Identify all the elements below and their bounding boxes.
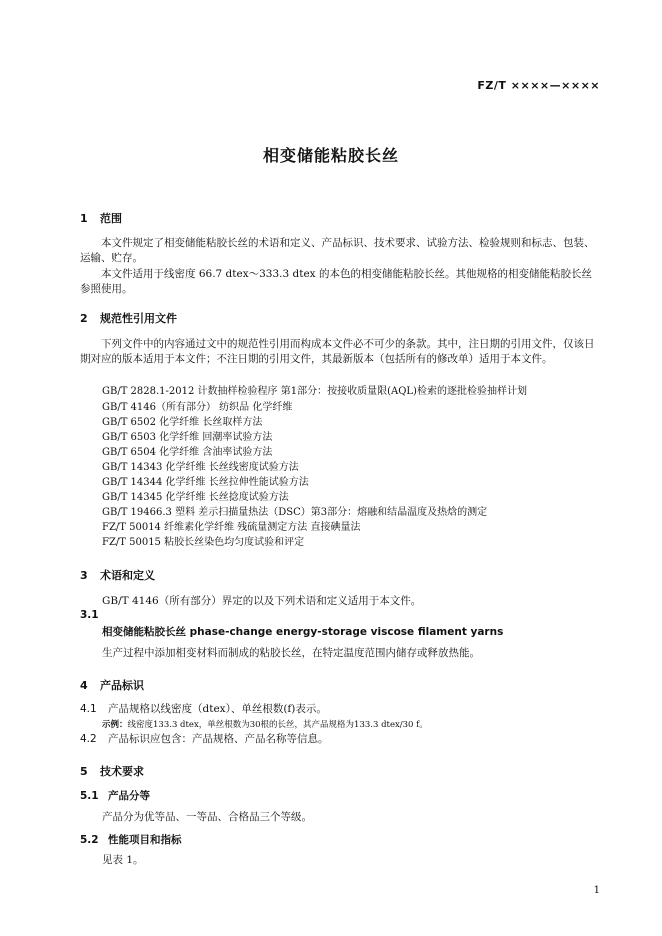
reference-item: GB/T 4146（所有部分） 纺织品 化学纤维	[102, 402, 293, 413]
clause-number: 4.2	[80, 733, 97, 745]
term-number: 3.1	[80, 609, 99, 621]
page-number: 1	[593, 885, 600, 896]
references-intro: 下列文件中的内容通过文中的规范性引用而构成本文件必不可少的条款。其中，注日期的引用文件，仅该日期对应的版本适用于本文件；不注日期的引用文件，其最新版本（包括所有的修改单）适用于本文件。	[80, 338, 595, 366]
term-name: 相变储能粘胶长丝 phase-change energy-storage viscose filament yarns	[102, 626, 504, 638]
section-number: 3	[80, 569, 88, 582]
reference-item: GB/T 14343 化学纤维 长丝线密度试验方法	[102, 462, 299, 473]
standard-code: FZ/T ××××—××××	[477, 79, 600, 92]
clause-number: 5.2	[80, 834, 99, 846]
clause-text: 产品规格以线密度（dtex）、单丝根数(f)表示。	[108, 703, 327, 715]
section-number: 4	[80, 679, 88, 692]
section-number: 5	[80, 765, 88, 778]
section-heading-2	[80, 310, 177, 326]
section-title: 产品标识	[100, 679, 144, 692]
reference-item: FZ/T 50015 粘胶长丝染色均匀度试验和评定	[102, 537, 305, 548]
document-title: 相变储能粘胶长丝	[262, 146, 399, 165]
section-title: 规范性引用文件	[100, 312, 177, 325]
reference-item: GB/T 14344 化学纤维 长丝拉伸性能试验方法	[102, 477, 309, 488]
reference-item: GB/T 6502 化学纤维 长丝取样方法	[102, 417, 263, 428]
scope-paragraph-1: 本文件规定了相变储能粘胶长丝的术语和定义、产品标识、技术要求、试验方法、检验规则和标志、包装、运输、贮存。	[80, 237, 595, 265]
clause-5-2-heading	[80, 832, 182, 847]
reference-item: GB/T 6503 化学纤维 回潮率试验方法	[102, 432, 273, 443]
example-label: 示例：	[102, 720, 128, 730]
clause-title: 性能项目和指标	[108, 834, 182, 846]
reference-item: FZ/T 50014 纤维素化学纤维 残硫量测定方法 直接碘量法	[102, 522, 361, 533]
term-definition: 生产过程中添加相变材料而制成的粘胶长丝，在特定温度范围内储存或释放热能。	[102, 647, 480, 659]
section-heading-3	[80, 567, 155, 583]
section-number: 1	[80, 212, 88, 225]
clause-4-2	[80, 732, 329, 747]
scope-paragraph-2: 本文件适用于线密度 66.7 dtex～333.3 dtex 的本色的相变储能粘胶长丝。其他规格的相变储能粘胶长丝参照使用。	[80, 268, 592, 296]
example-note	[102, 718, 428, 730]
reference-item: GB/T 2828.1-2012 计数抽样检验程序 第1部分：按接收质量限(AQL)检索的逐批检验抽样计划	[102, 386, 527, 397]
terms-intro: GB/T 4146（所有部分）界定的以及下列术语和定义适用于本文件。	[102, 595, 422, 607]
reference-item: GB/T 14345 化学纤维 长丝捻度试验方法	[102, 492, 289, 503]
example-text: 线密度133.3 dtex，单丝根数为30根的长丝，其产品规格为133.3 dtex/30 f。	[127, 720, 428, 730]
reference-item: GB/T 6504 化学纤维 含油率试验方法	[102, 447, 273, 458]
clause-number: 5.1	[80, 790, 99, 802]
clause-5-1-heading	[80, 788, 150, 803]
clause-number: 4.1	[80, 703, 97, 715]
clause-text: 产品标识应包含：产品规格、产品名称等信息。	[108, 733, 329, 745]
section-heading-4	[80, 677, 144, 693]
section-heading-5	[80, 763, 144, 779]
clause-4-1	[80, 702, 327, 717]
section-title: 范围	[100, 212, 122, 225]
section-title: 技术要求	[100, 765, 144, 778]
section-number: 2	[80, 312, 88, 325]
section-heading-1	[80, 210, 122, 226]
reference-item: GB/T 19466.3 塑料 差示扫描量热法（DSC）第3部分：熔融和结晶温度及热焓的测定	[102, 507, 488, 518]
clause-title: 产品分等	[108, 790, 150, 802]
clause-5-2-text: 见表 1。	[102, 854, 144, 866]
section-title: 术语和定义	[100, 569, 155, 582]
clause-5-1-text: 产品分为优等品、一等品、合格品三个等级。	[102, 811, 312, 823]
